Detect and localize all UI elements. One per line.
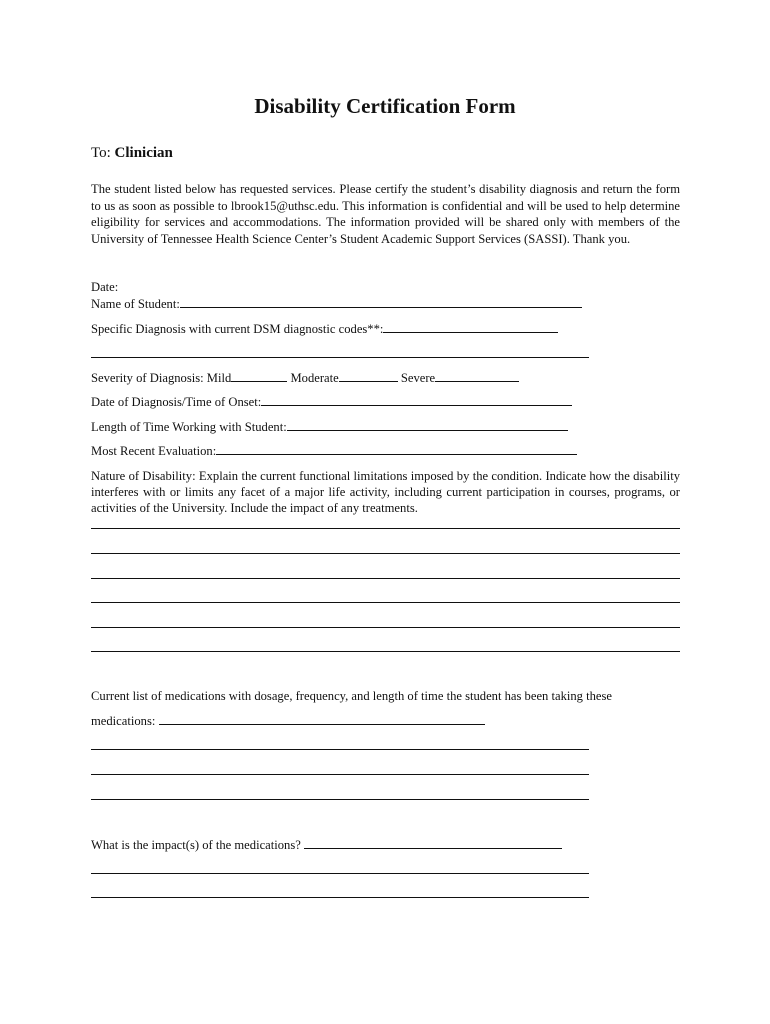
evaluation-blank[interactable] [216, 443, 577, 455]
student-name-field[interactable] [91, 296, 582, 312]
impact-blank[interactable] [304, 837, 562, 849]
medications-intro: Current list of medications with dosage, frequency, and length of time the student has been taking these [91, 689, 612, 703]
medications-line-3[interactable] [91, 799, 589, 800]
impact-line-1[interactable] [91, 873, 589, 874]
to-value: Clinician [114, 145, 173, 161]
severity-label: Severity of Diagnosis: [91, 371, 204, 385]
student-name-label: Name of Student: [91, 297, 180, 311]
impact-line-2[interactable] [91, 897, 589, 898]
severe-blank[interactable] [435, 370, 519, 382]
diagnosis-line-2[interactable] [91, 357, 589, 358]
impact-label: What is the impact(s) of the medications? [91, 838, 301, 852]
date-label: Date: [91, 280, 119, 294]
onset-label: Date of Diagnosis/Time of Onset: [91, 395, 262, 409]
moderate-blank[interactable] [339, 370, 398, 382]
evaluation-field[interactable] [91, 443, 577, 459]
form-title: Disability Certification Form [254, 94, 516, 118]
nature-line-3[interactable] [91, 578, 680, 579]
moderate-label: Moderate [290, 371, 339, 385]
onset-field[interactable] [91, 394, 572, 410]
evaluation-label: Most Recent Evaluation: [91, 444, 217, 458]
nature-line-2[interactable] [91, 553, 680, 554]
nature-of-disability-prompt: Nature of Disability: Explain the current functional limitations imposed by the condition. Indicate how the disability interferes with or limits any facet of a major life activity, including current participation in courses, programs, or activities of the University. Include the impact of any treatments. [91, 469, 680, 515]
nature-line-4[interactable] [91, 602, 680, 603]
length-field[interactable] [91, 419, 568, 435]
medications-label: medications: [91, 714, 156, 728]
diagnosis-field[interactable] [91, 321, 558, 337]
medications-blank[interactable] [159, 713, 485, 725]
date-field[interactable] [91, 280, 118, 295]
medications-field[interactable] [91, 713, 485, 729]
severity-field [91, 370, 519, 386]
to-label: To: [91, 145, 111, 161]
diagnosis-blank[interactable] [383, 321, 558, 333]
medications-line-1[interactable] [91, 749, 589, 750]
nature-line-6[interactable] [91, 651, 680, 652]
length-blank[interactable] [287, 419, 568, 431]
onset-blank[interactable] [261, 394, 572, 406]
nature-line-1[interactable] [91, 528, 680, 529]
intro-paragraph: The student listed below has requested services. Please certify the student’s disability diagnosis and return the form to us as soon as possible to lbrook15@uthsc.edu. This information is confidential and will be used to help determine eligibility for services and accommodations. The information provided will be shared only with members of the University of Tennessee Health Science Center’s Student Academic Support Services (SASSI). Thank you. [91, 182, 680, 246]
addressee-line [91, 145, 173, 162]
length-label: Length of Time Working with Student: [91, 420, 287, 434]
medications-line-2[interactable] [91, 774, 589, 775]
nature-line-5[interactable] [91, 627, 680, 628]
diagnosis-label: Specific Diagnosis with current DSM diagnostic codes**: [91, 322, 384, 336]
student-name-blank[interactable] [180, 296, 582, 308]
mild-blank[interactable] [231, 370, 287, 382]
impact-field[interactable] [91, 837, 562, 853]
severe-label: Severe [400, 371, 436, 385]
mild-label: Mild [206, 371, 232, 385]
